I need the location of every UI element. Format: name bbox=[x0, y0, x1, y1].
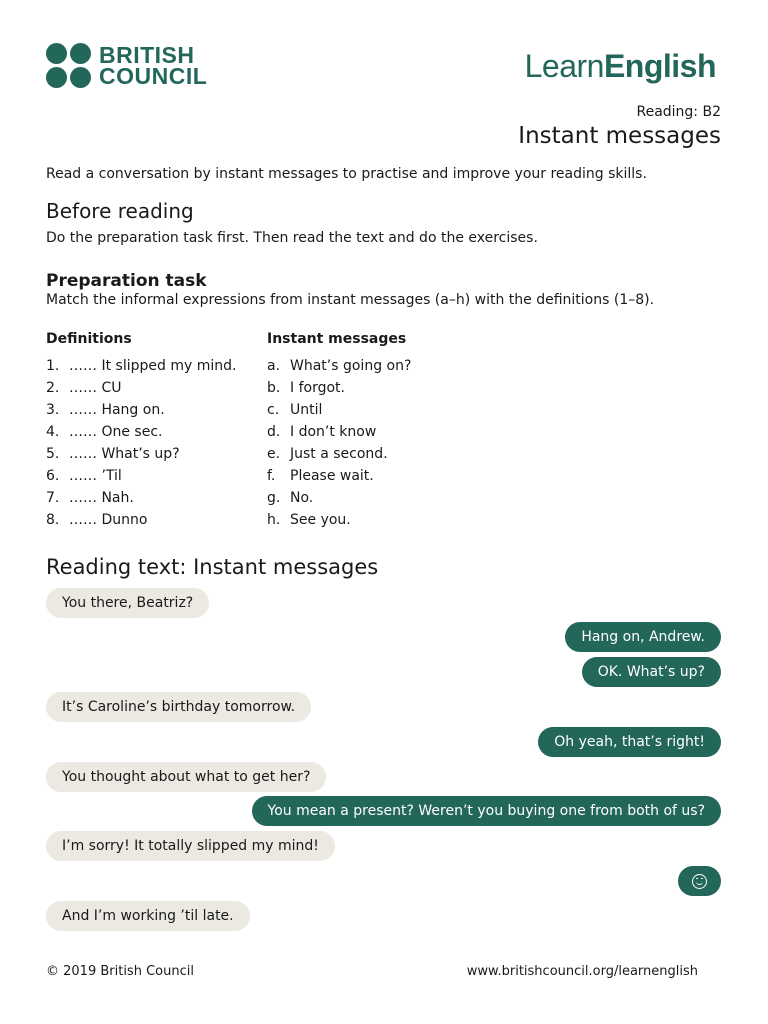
preparation-heading: Preparation task bbox=[46, 271, 207, 291]
instant-message-item-number: h. bbox=[267, 512, 281, 528]
instant-message-item-text: What’s going on? bbox=[290, 358, 412, 374]
definition-item-text: …… ’Til bbox=[69, 468, 122, 484]
instant-message-item-text: I forgot. bbox=[290, 380, 345, 396]
instant-message-item-text: See you. bbox=[290, 512, 351, 528]
instant-message-item bbox=[267, 489, 411, 511]
message-text: And I’m working ’til late. bbox=[62, 908, 234, 924]
definition-item-number: 5. bbox=[46, 446, 60, 462]
incoming-message-bubble bbox=[46, 762, 326, 792]
message-text: OK. What’s up? bbox=[597, 664, 705, 680]
instant-message-item-number: f. bbox=[267, 468, 276, 484]
instant-message-item-number: d. bbox=[267, 424, 281, 440]
definition-item-text: …… CU bbox=[69, 380, 122, 396]
definitions-list bbox=[46, 357, 236, 533]
definition-item-number: 6. bbox=[46, 468, 60, 484]
message-text: You there, Beatriz? bbox=[62, 595, 194, 611]
definition-item-number: 8. bbox=[46, 512, 60, 528]
definition-item bbox=[46, 357, 236, 379]
page-title: Instant messages bbox=[518, 123, 721, 149]
incoming-message-bubble bbox=[46, 901, 250, 931]
definition-item-number: 7. bbox=[46, 490, 60, 506]
instant-message-item-number: g. bbox=[267, 490, 281, 506]
instant-message-item bbox=[267, 511, 411, 533]
outgoing-message-bubble bbox=[538, 727, 721, 757]
definition-item bbox=[46, 423, 236, 445]
copyright: © 2019 British Council bbox=[46, 964, 194, 979]
message-text: I’m sorry! It totally slipped my mind! bbox=[62, 838, 319, 854]
message-text: Oh yeah, that’s right! bbox=[554, 734, 705, 750]
incoming-message-bubble bbox=[46, 692, 311, 722]
logo-learn: Learn bbox=[524, 48, 604, 84]
instant-message-item-text: Until bbox=[290, 402, 323, 418]
instant-message-item-text: No. bbox=[290, 490, 314, 506]
brand-line-1: BRITISH bbox=[99, 41, 195, 68]
before-reading-text: Do the preparation task first. Then read the text and do the exercises. bbox=[46, 230, 538, 246]
instant-message-item bbox=[267, 379, 411, 401]
level-label: Reading: B2 bbox=[636, 104, 721, 120]
definition-item bbox=[46, 511, 236, 533]
instant-message-item-text: I don’t know bbox=[290, 424, 377, 440]
preparation-text: Match the informal expressions from instant messages (a–h) with the definitions (1–8). bbox=[46, 292, 655, 308]
outgoing-message-bubble bbox=[565, 622, 721, 652]
brand-line-2: COUNCIL bbox=[99, 62, 208, 89]
definition-item-text: …… Hang on. bbox=[69, 402, 165, 418]
definition-item bbox=[46, 445, 236, 467]
outgoing-message-bubble bbox=[252, 796, 721, 826]
definition-item-text: …… It slipped my mind. bbox=[69, 358, 237, 374]
instant-message-item-text: Just a second. bbox=[290, 446, 388, 462]
instant-message-item bbox=[267, 467, 411, 489]
definition-item bbox=[46, 489, 236, 511]
message-text: You mean a present? Weren’t you buying one from both of us? bbox=[267, 803, 705, 819]
definition-item-number: 4. bbox=[46, 424, 60, 440]
instant-message-item-number: c. bbox=[267, 402, 280, 418]
definition-item-text: …… Dunno bbox=[69, 512, 148, 528]
incoming-message-bubble bbox=[46, 831, 335, 861]
british-council-dots-icon bbox=[46, 43, 91, 88]
reading-text-heading: Reading text: Instant messages bbox=[46, 555, 379, 579]
definition-item-text: …… One sec. bbox=[69, 424, 163, 440]
definitions-heading: Definitions bbox=[46, 331, 132, 347]
logo-english: English bbox=[603, 48, 716, 84]
outgoing-message-bubble bbox=[678, 866, 721, 896]
message-text: Hang on, Andrew. bbox=[581, 629, 705, 645]
british-council-logo bbox=[46, 43, 207, 88]
instant-message-item-text: Please wait. bbox=[290, 468, 374, 484]
instant-message-item-number: b. bbox=[267, 380, 281, 396]
smiley-icon bbox=[692, 874, 707, 889]
definition-item bbox=[46, 401, 236, 423]
definition-item-number: 2. bbox=[46, 380, 60, 396]
instant-message-item bbox=[267, 423, 411, 445]
instant-messages-heading: Instant messages bbox=[267, 331, 407, 347]
instant-message-item bbox=[267, 445, 411, 467]
instant-messages-list bbox=[267, 357, 411, 533]
learnenglish-logo bbox=[525, 48, 716, 85]
definition-item bbox=[46, 379, 236, 401]
outgoing-message-bubble bbox=[582, 657, 721, 687]
message-text: You thought about what to get her? bbox=[62, 769, 311, 785]
message-text: It’s Caroline’s birthday tomorrow. bbox=[62, 699, 296, 715]
definition-item-text: …… What’s up? bbox=[69, 446, 180, 462]
instant-message-item-number: e. bbox=[267, 446, 281, 462]
instant-message-item bbox=[267, 357, 411, 379]
footer-url[interactable]: www.britishcouncil.org/learnenglish bbox=[466, 964, 698, 979]
before-reading-heading: Before reading bbox=[46, 199, 194, 223]
intro-text: Read a conversation by instant messages to practise and improve your reading skills. bbox=[46, 166, 647, 182]
definition-item bbox=[46, 467, 236, 489]
definition-item-text: …… Nah. bbox=[69, 490, 134, 506]
incoming-message-bubble bbox=[46, 588, 209, 618]
instant-message-item bbox=[267, 401, 411, 423]
definition-item-number: 3. bbox=[46, 402, 60, 418]
instant-message-item-number: a. bbox=[267, 358, 281, 374]
definition-item-number: 1. bbox=[46, 358, 60, 374]
